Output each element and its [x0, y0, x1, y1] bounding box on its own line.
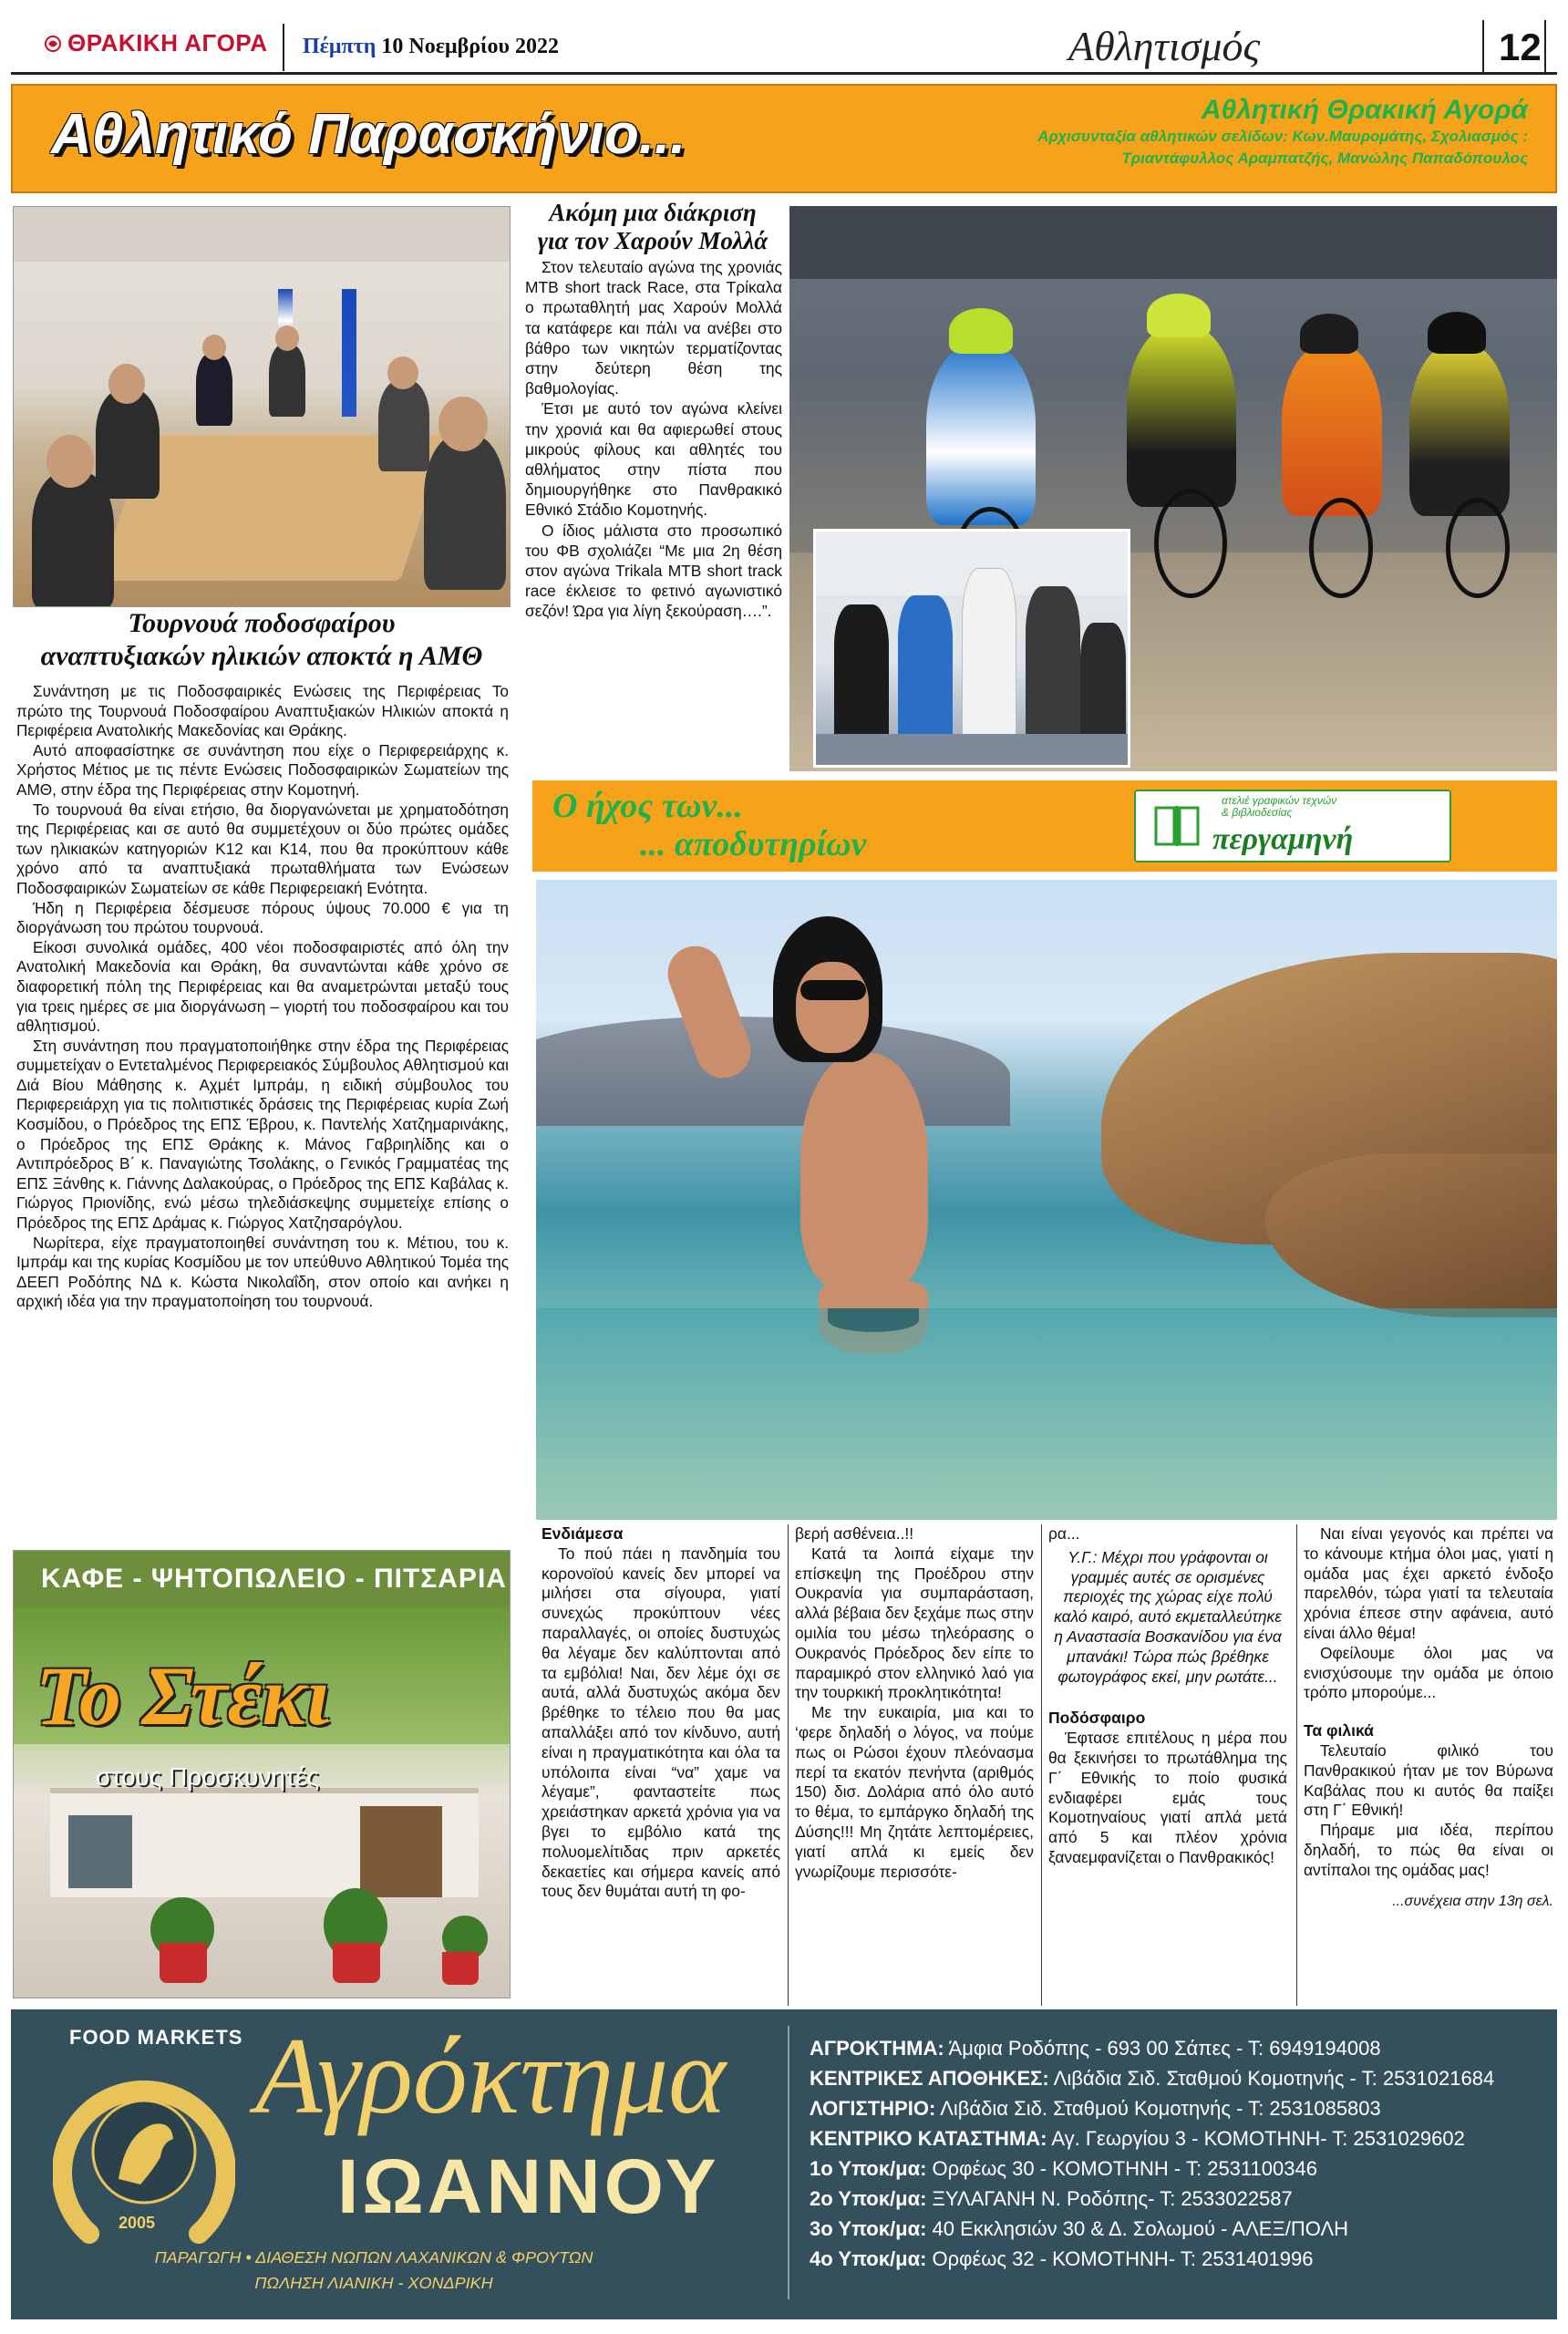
article2-paragraph: Στον τελευταίο αγώνα της χρονιάς MTB short track Race, στα Τρίκαλα ο πρωταθλητή μας Χαρούν Μολλά τα κατάφερε και πάλι να ανέβει στο βάθρο των νικητών τερματίζοντας στην δεύτερη θέση της βαθμολογίας.: [525, 258, 782, 398]
ad-contact-list: [810, 2033, 1548, 2274]
column-paragraph: Έφτασε επιτέλους η μέρα που θα ξεκινήσει το πρωτάθλημα της Γ΄ Εθνικής το ποίο φυσικά ενδιαφέρει εμάς τους Κομοτηναίους γιατί απλά μετά από 5 και πλέον χρόνια ξαναεμφανίζεται ο Πανθρακικός!: [1048, 1729, 1287, 1866]
issue-date: [303, 35, 559, 59]
ad-contact-line: ΑΓΡΟΚΤΗΜΑ: Άμφια Ροδόπης - 693 00 Σάπες - Τ: 6949194008: [810, 2037, 1381, 2060]
banner-credits-line-2: Τριαντάφυλλος Αραμπατζής, Μανώλης Παπαδόπουλος: [1121, 150, 1528, 167]
column-subhead: Ενδιάμεσα: [542, 1524, 624, 1543]
cafe-ad-title: ΚΑΦΕ - ΨΗΤΟΠΩΛΕΙΟ - ΠΙΤΣΑΡΙΑ: [41, 1564, 507, 1594]
column-part-3: [1048, 1524, 1287, 1868]
article2-headline: [521, 199, 784, 255]
article2-headline-line-2: για τον Χαρούν Μολλά: [537, 227, 769, 254]
banner-credits: [1037, 95, 1528, 170]
ad-contact-line: 3ο Υποκ/μα: 40 Εκκλησιών 30 & Δ. Σολωμού - ΑΛΕΞ/ΠΟΛΗ: [810, 2217, 1349, 2240]
ad-contact-line: ΚΕΝΤΡΙΚΕΣ ΑΠΟΘΗΚΕΣ: Λιβάδια Σιδ. Σταθμού Κομοτηνής - Τ: 2531021684: [810, 2067, 1495, 2090]
ad-script-title: Αγρόκτημα: [255, 2015, 727, 2136]
column-paragraph: Με την ευκαιρία, μια και το ‘φερε δηλαδή ο λόγος, να πούμε πως οι Ρώσοι έχουν πλεόνασμα περί τα εκατόν πενήντα (αριθμός 150) δισ. Δολάρια από όλο αυτό το θέμα, το εμπάργκο δηλαδή της Δύσης!!! Μη ζητάτε λεπτομέρειες, γιατί απλά κι εμείς δεν γνωρίζουμε περισσότε-: [795, 1703, 1034, 1881]
article1-headline-line-2: αναπτυξιακών ηλικιών αποκτά η ΑΜΘ: [40, 641, 483, 671]
article1-paragraph: Είκοσι συνολικά ομάδες, 400 νέοι ποδοσφαιριστές από όλη την Ανατολική Μακεδονία και Θράκη, θα συναντώνται κάθε χρόνο σε διαφορετική πόλη της Περιφέρειας και θα αναμετρώνται μεταξύ τους για τρεις ημέρες σε μια διοργάνωση – γιορτή του ποδοσφαίρου και του αθλητισμού.: [16, 937, 509, 1036]
article1-headline: [13, 607, 511, 673]
ad-year: 2005: [119, 2214, 156, 2232]
cafe-name: Το Στέκι: [36, 1649, 330, 1742]
sponsor-tagline-1: ατελιέ γραφικών τεχνών: [1222, 794, 1337, 807]
article2-paragraph: Έτσι με αυτό τον αγώνα κλείνει την χρονιά και θα αφιερωθεί στους μικρούς φίλους και αθλητές του αθλήματος στην πίστα που δημιουργήθηκε στο Πανθρακικό Εθνικό Στάδιο Κομοτηνής.: [525, 399, 782, 520]
column-part-4: [1304, 1524, 1553, 1911]
column-paragraph: ρα...: [1048, 1524, 1080, 1543]
column-subhead: Ποδόσφαιρο: [1048, 1709, 1146, 1728]
beach-photo: [536, 880, 1557, 1520]
column-banner-title-2: ... αποδυτηρίων: [640, 825, 867, 863]
article2-headline-line-1: Ακόμη μια διάκριση: [549, 199, 757, 226]
issue-day: Πέμπτη: [303, 35, 377, 58]
ad-tagline-2: ΠΩΛΗΣΗ ΛΙΑΝΙΚΗ - ΧΟΝΔΡΙΚΗ: [254, 2274, 493, 2292]
column-part-1: [542, 1524, 780, 1902]
book-icon: [1150, 800, 1205, 852]
banner-credits-line-1: Αρχισυνταξία αθλητικών σελίδων: Κων.Μαυρομάτης, Σχολιασμός :: [1037, 128, 1528, 145]
column-ps: Υ.Γ.: Μέχρι που γράφονται οι γραμμές αυτές σε ορισμένες περιοχές της χώρας είχε πολύ καλό καιρό, αυτό εκμεταλλεύτηκε η Αναστασία Βοσκανίδου για ένα μπανάκι! Τώρα πώς βρέθηκε φωτογράφος εκεί, μην ρωτάτε...: [1054, 1547, 1282, 1686]
article1-paragraph: Αυτό αποφασίστηκε σε συνάντηση που είχε ο Περιφερειάρχης κ. Χρήστος Μέτιος με τις πέντε Ενώσεις Ποδοσφαιρικών Σωματείων της ΑΜΘ, στην έδρα της Περιφέρειας στην Κομοτηνή.: [16, 740, 509, 799]
cafe-location: στους Προσκυνητές: [96, 1762, 320, 1791]
ad-divider: [788, 2026, 789, 2299]
sponsor-name: περγαμηνή: [1212, 822, 1354, 856]
cafe-ad: [13, 1550, 511, 1998]
ad-contact-line: 4ο Υποκ/μα: Ορφέως 32 - ΚΟΜΟΤΗΝΗ- Τ: 2531401996: [810, 2247, 1314, 2270]
column-paragraph: Ναι είναι γεγονός και πρέπει να το κάνουμε κτήμα όλοι μας, γιατί η ομάδα μας έχει αρκετό ένδοξο παρελθόν, τώρα γιατί τα τελευταία χρόνια έπεσε στην αφάνεια, αυτό είναι άλλο θέμα!: [1304, 1524, 1553, 1642]
banner-subtitle: Αθλητική Θρακική Αγορά: [1201, 95, 1528, 125]
ad-contact-line: ΛΟΓΙΣΤΗΡΙΟ: Λιβάδια Σιδ. Σταθμού Κομοτηνής - Τ: 2531085803: [810, 2097, 1381, 2120]
section-title: Αθλητισμός: [1068, 23, 1261, 69]
article1-paragraph: Ήδη η Περιφέρεια δέσμευσε πόρους ύψους 70.000 € για τη διοργάνωση του πρώτου τουρνουά.: [16, 898, 509, 937]
column-banner-title-1: Ο ήχος των...: [552, 787, 743, 825]
page-number: 12: [1499, 26, 1542, 68]
article1-paragraph: Νωρίτερα, είχε πραγματοποιηθεί συνάντηση του κ. Μέτιου, του κ. Ιμπράμ και της κυρίας Κοσμίδου με τον υπεύθυνο Αθλητικού Τομέα της ΔΕΕΠ Ροδόπης ΝΔ κ. Κώστα Νικολαΐδη, στον οποίο και ανήκει η αρχική ιδέα για την πραγματοποίηση του τουρνουά.: [16, 1233, 509, 1311]
column-rule: [788, 1524, 789, 2006]
column-paragraph: Κατά τα λοιπά είχαμε την επίσκεψη της Προέδρου στην Ουκρανία για συμπαράσταση, αλλά βέβαια δεν ξεχάμε πως στην ομιλία του μέσω τηλεόρασης ο Ουκρανός Πρόεδρος δεν είπε το παραμικρό στον ελληνικό λαό για την τουρκική προκλητικότητα!: [795, 1544, 1034, 1702]
article1-paragraph: Στη συνάντηση που πραγματοποιήθηκε στην έδρα της Περιφέρειας συμμετείχαν ο Εντεταλμένος Περιφερειακός Σύμβουλος Αθλητισμού και Διά Βίου Μάθησης κ. Αχμέτ Ιμπράμ, η ειδική σύμβουλος του Περιφερειάρχη για τις πολιτιστικές δράσεις της Περιφέρειας κυρία Ζωή Κοσμίδου, ο Πρόεδρος της ΕΠΣ Έβρου, κ. Παντελής Χατζημαρινάκης, ο Πρόεδρος της ΕΠΣ Θράκης κ. Μάνος Γαβριηλίδης και ο Αντιπρόεδρος Β΄ κ. Παναγιώτης Τσολάκης, ο Γενικός Γραμματέας της ΕΠΣ Ξάνθης κ. Γιάννης Δαλακούρας, ο Πρόεδρος της ΕΠΣ Καβάλας κ. Γιώργος Πριονίδης, ενώ μέσω τηλεδιάσκεψης συμμετείχε επίσης ο Πρόεδρος της ΕΠΣ Δράμας κ. Γιώργος Χατζησαρόγλου.: [16, 1036, 509, 1233]
column-paragraph: Οφείλουμε όλοι μας να ενισχύσουμε την ομάδα με όποιο τρόπο μπορούμε...: [1304, 1643, 1553, 1702]
article1-paragraph: Συνάντηση με τις Ποδοσφαιρικές Ενώσεις της Περιφέρειας Το πρώτο της Τουρνουά Ποδοσφαίρου Αναπτυξιακών Ηλικιών αποκτά η Περιφέρεια Ανατολικής Μακεδονίας και Θράκης.: [16, 682, 509, 740]
sponsor-tagline: [1222, 795, 1336, 819]
column-paragraph: βερή ασθένεια..!!: [795, 1524, 914, 1543]
ad-contact-line: 2ο Υποκ/μα: ΞΥΛΑΓΑΝΗ Ν. Ροδόπης- Τ: 2533022587: [810, 2187, 1293, 2210]
article2-body: [525, 257, 782, 622]
section-banner: [11, 84, 1557, 193]
issue-date-rest: 10 Νοεμβρίου 2022: [381, 35, 559, 58]
brand-emblem-icon: [44, 35, 62, 53]
banner-title: Αθλητικό Παρασκήνιο...: [51, 103, 686, 166]
column-paragraph: Πήραμε μια ιδέα, περίπου δηλαδή, το πώς θα είναι οι αντίπαλοι της ομάδας μας!: [1304, 1821, 1553, 1879]
column-part-2: [795, 1524, 1034, 1882]
column-paragraph: Το πού πάει η πανδημία του κορονοϊού κανείς δεν μπορεί να μιλήσει στα σίγουρα, γιατί συνεχώς προκύπτουν νέες παραλλαγές, οι οποίες δυστυχώς θα λέγαμε δεν καλύπτονται από τα εμβόλια! Ναι, δεν λέμε όχι σε αυτά, αλλά δυστυχώς ακόμα δεν βρέθηκε το τέλειο που θα μας απαλλάξει από τον κίνδυνο, αυτή είναι η πραγματικότητα και όλα τα υπόλοιπα είναι “να” χαμε να λέγαμε”, φανταστείτε πως χρειάστηκαν αρκετά χρόνια για να βγει το εμβόλιο κατά της πολυομελίτιδας πριν αρκετές δεκαετίες και σήμερα κανείς από τους δεν θυμάται αυτή τη φο-: [542, 1544, 780, 1901]
page-header: [11, 20, 1557, 75]
column-rule: [1296, 1524, 1297, 2006]
ad-contact-line: ΚΕΝΤΡΙΚΟ ΚΑΤΑΣΤΗΜΑ: Αγ. Γεωργίου 3 - ΚΟΜΟΤΗΝΗ- Τ: 2531029602: [810, 2127, 1465, 2150]
ad-tagline-1: ΠΑΡΑΓΩΓΗ • ΔΙΑΘΕΣΗ ΝΩΠΩΝ ΛΑΧΑΝΙΚΩΝ & ΦΡΟΥΤΩΝ: [154, 2248, 593, 2267]
meeting-photo: [13, 206, 511, 607]
ad-company-name: ΙΩΑΝΝΟΥ: [337, 2143, 720, 2229]
brand-logo: ΘΡΑΚΙΚΗ ΑΓΟΡΑ: [67, 29, 268, 57]
column-paragraph: Τελευταίο φιλικό του Πανθρακικού ήταν με τον Βύρωνα Καβάλας που κι αυτός θα παίξει στη Γ΄ Εθνική!: [1304, 1740, 1553, 1820]
article2-paragraph: Ο ίδιος μάλιστα στο προσωπικό του ΦΒ σχολιάζει “Με μια 2η θέση στον αγώνα Trikala MTB short track race έκλεισε το φετινό αγωνιστικό σεζόν! Ώρα για λίγη ξεκούραση….”.: [525, 521, 782, 621]
ad-food-markets: FOOD MARKETS: [69, 2026, 243, 2049]
podium-photo: [813, 529, 1130, 768]
article1-paragraph: Το τουρνουά θα είναι ετήσιο, θα διοργανώνεται με χρηματοδότηση της Περιφέρειας και σε αυτό θα συμμετέχουν οι δύο πρώτες ομάδες των ηλικιακών κατηγοριών Κ12 και Κ14, που θα προκύπτουν κάθε χρόνο από τα αναπτυξιακά πρωταθλήματα των Ενώσεων Ποδοσφαιρικών Σωματείων σε κάθε Περιφερειακή Ενότητα.: [16, 800, 509, 897]
article1-headline-line-1: Τουρνουά ποδοσφαίρου: [128, 608, 396, 638]
sponsor-tagline-2: & βιβλιοδεσίας: [1222, 806, 1293, 819]
article1-body: [16, 682, 509, 1312]
column-rule: [1041, 1524, 1042, 2006]
continuation-note: ...συνέχεια στην 13η σελ.: [1392, 1893, 1553, 1909]
header-divider: [283, 24, 284, 71]
ad-contact-line: 1ο Υποκ/μα: Ορφέως 30 - ΚΟΜΟΤΗΝΗ - Τ: 2531100346: [810, 2157, 1317, 2180]
column-subhead: Τα φιλικά: [1304, 1721, 1374, 1740]
